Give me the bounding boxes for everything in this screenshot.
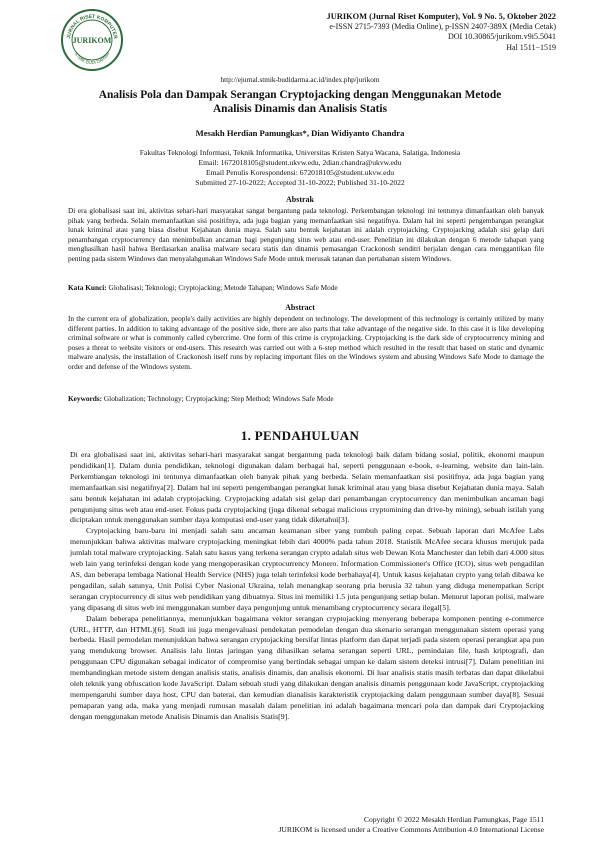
issn: e-ISSN 2715-7393 (Media Online), p-ISSN 2407-389X (Media Cetak) xyxy=(329,22,556,32)
copyright: Copyright © 2022 Mesakh Herdian Pamungkas, Page 1511 xyxy=(363,815,544,824)
article-title: Analisis Pola dan Dampak Serangan Cryptojacking dengan Menggunakan Metode Analisis Dinamis dan Analisis Statis xyxy=(98,89,502,115)
license: JURIKOM is licensed under a Creative Commons Attribution 4.0 International License xyxy=(278,825,544,834)
corresponding-email: Email Penulis Korespondensi: 672018105@student.ukvw.edu xyxy=(205,168,395,177)
logo-ring-text: JURNAL RISET KOMPUTER xyxy=(66,13,119,40)
section-heading: 1. PENDAHULUAN xyxy=(240,428,360,443)
section-body xyxy=(70,450,544,723)
abstract-text: In the current era of globalization, people's daily activities are highly dependent on technology. The development of this technology is certainly utilized by many different parties. In addition to taking advantage of the positive side, there are also parts that take advantage of the negative side. In this case it is like developing criminal software or what is commonly called cybercrime. One form of this crime is cryptojacking. Cryptojacking is the dark side of cryptocurrency mining and poses a threat to website visitors or end-users. This research was carried out with a 6-step method which resulted in the result that based on static and dynamic malware analysis, the installation of Crackonosh itself runs by replacing important files on the Windows system and abusing Windows Safe Mode to damage the order and defense of the Windows system. xyxy=(68,314,544,371)
abstract-heading: Abstract xyxy=(285,303,315,312)
kata-kunci-label: Kata Kunci: xyxy=(68,283,107,292)
kata-kunci xyxy=(68,283,544,292)
keywords-label: Keywords: xyxy=(68,394,103,403)
page-range: Hal 1511−1519 xyxy=(506,42,556,52)
affiliation: Fakultas Teknologi Informasi, Teknik Informatika, Universitas Kristen Satya Wacana, Salatiga, Indonesia xyxy=(139,148,461,157)
doi: DOI 10.30865/jurikom.v9i5.5041 xyxy=(448,32,556,42)
keywords-values: Globalization; Technology; Cryptojacking; Step Method; Windows Safe Mode xyxy=(103,394,334,403)
page-footer xyxy=(0,815,544,835)
journal-url[interactable]: http://ejurnal.stmik-budidarma.ac.id/index.php/jurikom xyxy=(220,76,380,84)
dates: Submitted 27-10-2022; Accepted 31-10-2022; Published 31-10-2022 xyxy=(195,178,405,187)
journal-logo xyxy=(60,8,124,72)
journal-name: JURIKOM (Jurnal Riset Komputer), Vol. 9 No. 5, Oktober 2022 xyxy=(326,12,556,21)
abstrak-heading: Abstrak xyxy=(285,195,314,204)
authors: Mesakh Herdian Pamungkas*, Dian Widiyanto Chandra xyxy=(195,128,405,138)
logo-center-text: JURIKOM xyxy=(72,36,112,45)
kata-kunci-values: Globalisasi; Teknologi; Cryptojacking; Metode Tahapan; Windows Safe Mode xyxy=(108,283,338,292)
paragraph-1: Di era globalisasi saat ini, aktivitas sehari-hari masyarakat sangat bergantung pada teknologi baik dalam bidang sosial, politik, ekonomi maupun pendidikan[1]. Dalam dunia pendidikan, teknologi digunakan dalam berbagai hal, seperti penggunaan e-book, e-learning, website dan lain-lain. Perkembangan teknologi ini tentunya dimanfaatkan oleh banyak pihak yang berbeda. Selain memanfaatkan sisi positifnya, ada juga bagian yang memanfaatkan sisi negatifnya[2]. Dalam hal ini seperti pengembangan perangkat lunak kriminal atau yang biasa disebut Kejahatan dunia maya. Salah satu bentuk kejahatan ini adalah cryptojacking. Cryptojacking adalah sisi gelap dari penambangan cryptocurrency dan menimbulkan ancaman bagi pengunjung situs web atau end-user. Fokus pada cryptojacking (juga dikenal sebagai malicious cryptomining dan drive-by mining), sebuah istilah yang diciptakan untuk menggunakan sumber daya komputasi end-user yang tidak diketahui[3]. xyxy=(70,450,544,525)
logo-bottom-text: STMIK BUDI DARMA xyxy=(73,51,111,66)
abstrak-text: Di era globalisasi saat ini, aktivitas sehari-hari masyarakat sangat bergantung pada teknologi. Perkembangan teknologi ini tentunya dimanfaatkan oleh banyak pihak yang berbeda. Selain memanfaatkan sisi positifnya, ada juga bagian yang memanfaatkan sisi negatifnya. Dalam hal ini seperti pengembangan perangkat lunak kriminal atau yang biasa disebut Kejahatan dunia maya. Salah satu bentuk kejahatan ini adalah cryptojacking. Cryptojacking adalah sisi gelap dari penambangan cryptocurrency dan menimbulkan ancaman bagi pengunjung situs web atau end-user. Penelitian ini dilakukan dengan 6 metode tahapan yang menghasilkan hasil bahwa Berdasarkan analisa malware secara statis dan dinamis pemasangan Crackonosh senditri berjalan dengan cara menggantikan file penting pada sistem Windows dan menyalahgunakan Windows Safe Mode untuk merusak tatanan dan pertahanan sistem Windows. xyxy=(68,206,544,263)
paragraph-3: Dalam beberapa penelitiannya, menunjukkan bagaimana vektor serangan cryptojacking menyerang beberapa komponen penting e-commerce (URL, HTTP, dan HTML)[6]. Studi ini juga mengevaluasi pendekatan pemodelan dengan dua skenario serangan menggunakan sistem operasi yang berbeda. Hasil pemodelan menunjukkan bahwa serangan cryptojacking bersifat lintas platform dan dapat terjadi pada sistem operasi perangkat apa pun yang mendukung browser. Analisis lalu lintas jaringan yang dihasilkan selama serangan seperti URL, pemindaian file, hash kriptografi, dan penggunaan CPU digunakan sebagai indicator of compromise yang bertindak sebagai umpan ke dalam sistem deteksi intrusi[7]. Dalam penelitian ini membandingkan metode sistem dengan analisis statis, analisis dinamis, dan analisis ekonomi. Di luar analisis statis masih terbatas dan dapat dikelabui oleh teknik yang obfuscation kode JavaScript. Dalam sebuah studi yang dilakukan dengan analisis dinamis penggunaan kode JavaScript, cryptojacking mempengaruhi sumber daya host, CPU dan baterai, dan kemudian dianalisis karakteristik cryptojacking dalam penggunaan sumber daya[8]. Sesuai pemaparan yang ada, maka yang menjadi rumusan masalah dalam penelitian ini adalah bagaimana mencari pola dan dampak dari Cryptojacking dengan menggunakan metode Analisis Dinamis dan Analisis Statis[9]. xyxy=(70,613,544,721)
affiliation-block xyxy=(60,148,540,188)
paragraph-2: Cryptojacking baru-baru ini menjadi salah satu ancaman keamanan siber yang tumbuh paling cepat. Sebuah laporan dari McAfee Labs menunjukkan bahwa aktivitas malware cryptojacking meningkat lebih dari 4000% pada tahun 2018. Statistik McAfee secara khusus merujuk pada jumlah total malware cryptojacking. Salah satu kasus yang terkena serangan crypto adalah situs web Dewan Kota Manchester dan lebih dari 4.000 situs web lain yang terinfeksi dengan kode yang mengoperasikan cryptocurrency Monero. Information Commissioner's Office (ICO), situs web pengadilan AS, dan beberapa lembaga National Health Service (NHS) juga telah terinfeksi kode berbahaya[4]. Untuk kasus kejahatan crypto yang telah dibawa ke pengadilan, salah satunya, Unit Polisi Cyber Nasional Ukraina, telah menangkap seorang pria berusia 32 tahun yang diduga menempatkan Script serangan cryptocurrency di situs web pendidikan yang dibuatnya. Situs ini memiliki 1.5 juta pengunjung setiap bulan. Menurut laporan polisi, malware yang dipasang di situs web ini menggunakan sumber daya pengunjung untuk menambang cryptocurrency secara ilegal[5]. xyxy=(70,526,544,612)
journal-info xyxy=(327,12,556,53)
email: Email: 1672018105@student.ukvw.edu, 2dian.chandra@ukvw.edu xyxy=(198,158,402,167)
keywords xyxy=(68,394,544,403)
